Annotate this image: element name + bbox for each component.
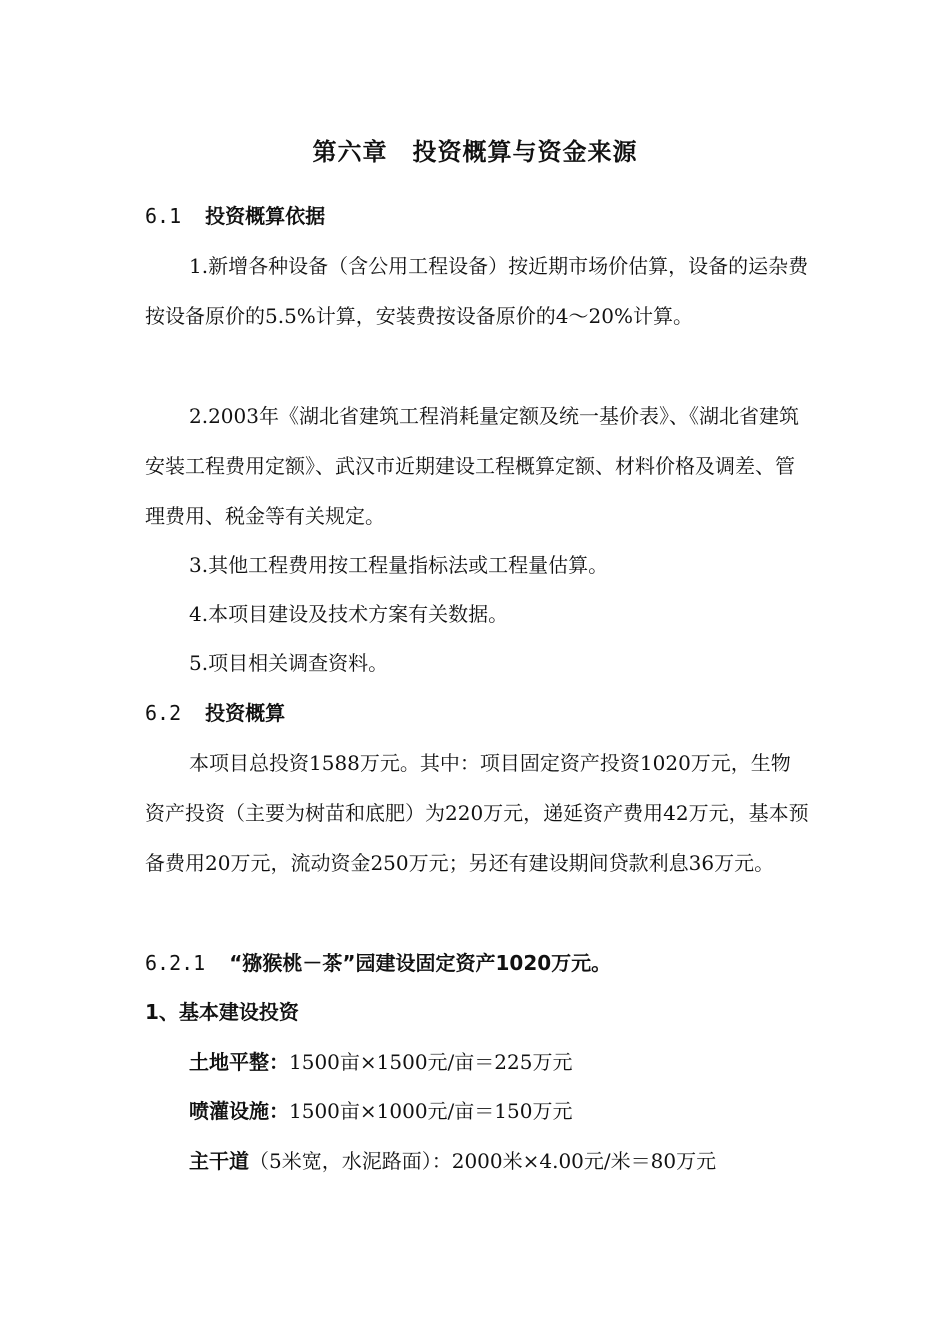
section-number: 6.2.1 bbox=[145, 951, 206, 975]
section-number: 6.2 bbox=[145, 701, 182, 725]
list-item-main-road bbox=[189, 1146, 716, 1176]
list-item-land-leveling bbox=[189, 1047, 572, 1077]
paragraph-investment-summary: 本项目总投资1588万元。其中：项目固定资产投资1020万元，生物资产投资（主要为树苗和底肥）为220万元，递延资产费用42万元，基本预备费用20万元，流动资金250万元；另还有建设期间贷款利息36万元。 bbox=[145, 751, 809, 875]
paragraph-basis-5: 5.项目相关调查资料。 bbox=[189, 651, 389, 675]
list-item-sprinkler bbox=[189, 1096, 572, 1126]
chapter-title: 第六章 投资概算与资金来源 bbox=[312, 138, 638, 166]
item-label: 喷灌设施： bbox=[189, 1099, 289, 1123]
basic-construction-heading: 1、基本建设投资 bbox=[145, 1000, 299, 1024]
item-text: 1500亩×1000元/亩＝150万元 bbox=[289, 1099, 573, 1123]
section-number: 6.1 bbox=[145, 204, 182, 228]
item-label: 主干道 bbox=[189, 1149, 249, 1173]
section-title: 投资概算依据 bbox=[205, 204, 326, 228]
item-text: （5米宽，水泥路面）：2000米×4.00元/米＝80万元 bbox=[249, 1149, 717, 1173]
section-6-1-heading bbox=[145, 201, 325, 231]
section-6-2-1-heading bbox=[145, 948, 611, 978]
paragraph-basis-4: 4.本项目建设及技术方案有关数据。 bbox=[189, 602, 509, 626]
item-label: 土地平整： bbox=[189, 1050, 289, 1074]
paragraph-basis-3: 3.其他工程费用按工程量指标法或工程量估算。 bbox=[189, 553, 609, 577]
paragraph-basis-2: 2.2003年《湖北省建筑工程消耗量定额及统一基价表》、《湖北省建筑安装工程费用定额》、武汉市近期建设工程概算定额、材料价格及调差、管理费用、税金等有关规定。 bbox=[145, 404, 799, 528]
paragraph-basis-1: 1.新增各种设备（含公用工程设备）按近期市场价估算，设备的运杂费按设备原价的5.5%计算，安装费按设备原价的4～20%计算。 bbox=[145, 254, 809, 328]
section-6-2-heading bbox=[145, 698, 285, 728]
section-title: “猕猴桃－茶”园建设固定资产1020万元。 bbox=[229, 951, 612, 975]
section-title: 投资概算 bbox=[205, 701, 286, 725]
item-text: 1500亩×1500元/亩＝225万元 bbox=[289, 1050, 573, 1074]
